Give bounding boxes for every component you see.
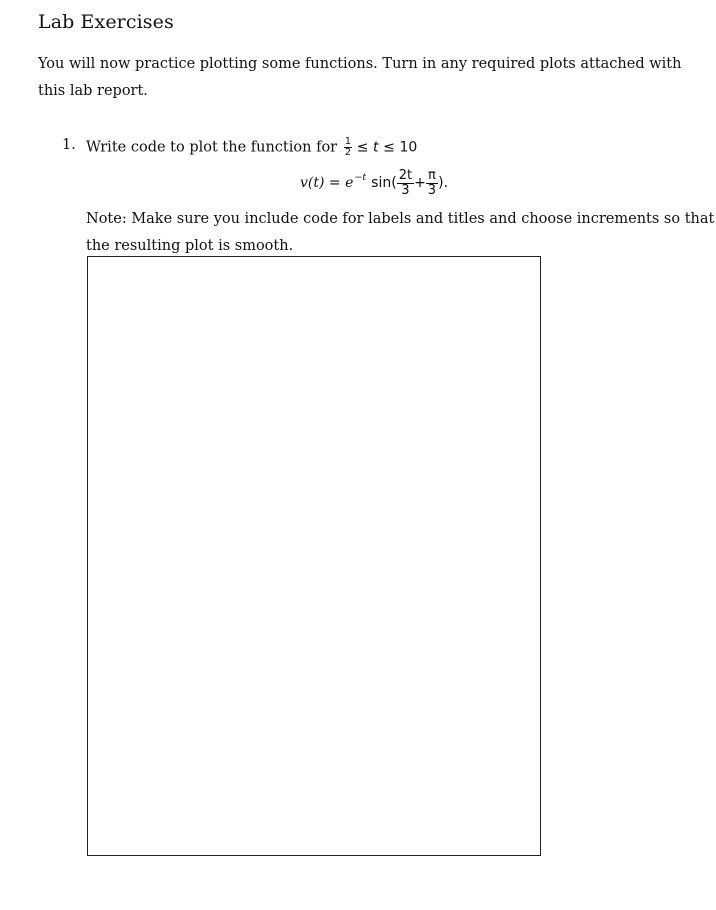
note-paragraph [86,206,715,260]
plot-answer-box [87,256,541,856]
intro-paragraph [38,51,682,105]
range-le-2: ≤ [383,139,395,156]
range-fraction-denominator: 2 [344,147,352,158]
intro-line-1: You will now practice plotting some functions. Turn in any required plots attached with [38,56,682,72]
equation-fraction-2-denominator: 3 [427,182,437,198]
range-variable: t [373,139,379,156]
question-number: 1. [62,137,76,153]
function-equation [300,165,448,201]
note-line-2: the resulting plot is smooth. [86,238,294,254]
range-le-1: ≤ [356,139,369,156]
question-prompt: Write code to plot the function for [86,139,338,156]
equation-close: ). [438,175,448,191]
range-upper: 10 [399,139,418,156]
range-fraction-numerator: 1 [344,136,352,147]
equation-func: sin( [371,175,397,191]
note-line-1: Note: Make sure you include code for labels and titles and choose increments so that [86,211,715,227]
equation-fraction-1-denominator: 3 [401,182,410,198]
range-fraction [344,137,352,158]
intro-line-2: this lab report. [38,83,148,99]
equation-fraction-2-numerator: π [426,169,438,184]
equation-exponent: −t [354,171,367,183]
page-title: Lab Exercises [38,11,174,33]
equation-fraction-1-numerator: 2t [398,167,413,183]
equation-fraction-1 [397,169,414,198]
question-text [86,137,417,158]
equation-lhs: v(t) = e [300,175,354,191]
equation-plus: + [414,175,426,191]
range-expression [344,137,418,158]
equation-fraction-2 [426,169,438,198]
